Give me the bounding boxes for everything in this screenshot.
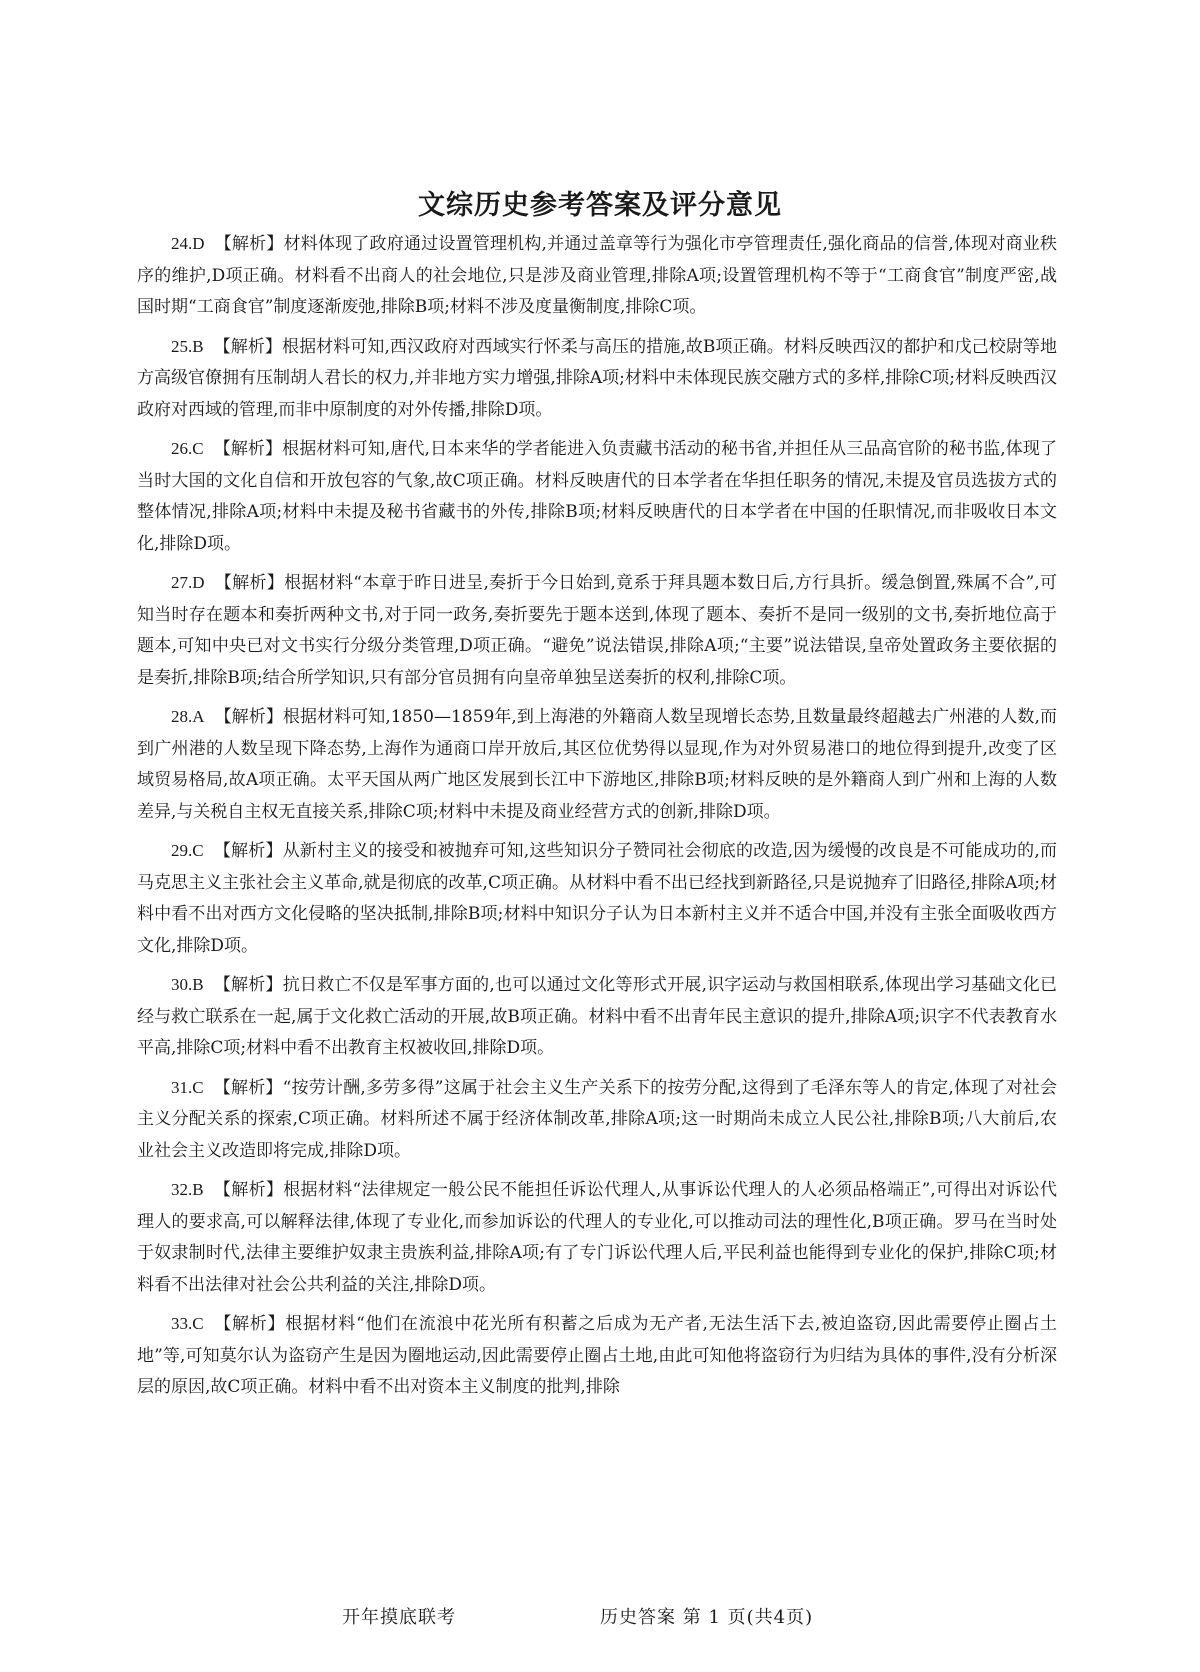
answer-explanation: 【解析】材料体现了政府通过设置管理机构,并通过盖章等行为强化市亭管理责任,强化商品的信誉,体现对商业秩序的维护,D项正确。材料看不出商人的社会地位,只是涉及商业管理,排除A项;设置管理机构不等于“工商食官”制度严密,战国时期“工商食官”制度逐渐废弛,排除B项;材料不涉及度量衡制度,排除C项。 bbox=[137, 234, 1057, 317]
answer-letter: C bbox=[192, 1314, 204, 1333]
question-number: 29. bbox=[171, 841, 193, 860]
answer-letter: B bbox=[192, 975, 204, 994]
question-number: 30. bbox=[171, 975, 193, 994]
footer-exam-name: 开年摸底联考 bbox=[342, 1607, 456, 1628]
answer-letter: B bbox=[192, 1180, 204, 1199]
answer-list bbox=[137, 228, 1057, 1411]
question-number: 24. bbox=[171, 234, 193, 253]
answer-explanation: 【解析】根据材料“本章于昨日进呈,奏折于今日始到,竟系于拜具题本数日后,方行具折。缓急倒置,殊属不合”,可知当时存在题本和奏折两种文书,对于同一政务,奏折要先于题本送到,体现了题本、奏折不是同一级别的文书,奏折地位高于题本,可知中央已对文书实行分级分类管理,D项正确。“避免”说法错误,排除A项;“主要”说法错误,皇帝处置政务主要依据的是奏折,排除B项;结合所学知识,只有部分官员拥有向皇帝单独呈送奏折的权利,排除C项。 bbox=[137, 573, 1057, 688]
answer-item-29 bbox=[137, 835, 1057, 962]
answer-item-24 bbox=[137, 228, 1057, 324]
answer-explanation: 【解析】“按劳计酬,多劳多得”这属于社会主义生产关系下的按劳分配,这得到了毛泽东等人的肯定,体现了对社会主义分配关系的探索,C项正确。材料所述不属于经济体制改革,排除A项;这一时期尚未成立人民公社,排除B项;八大前后,农业社会主义改造即将完成,排除D项。 bbox=[137, 1077, 1057, 1161]
answer-letter: B bbox=[192, 336, 204, 356]
answer-explanation: 【解析】根据材料“他们在流浪中花光所有积蓄之后成为无产者,无法生活下去,被迫盗窃,因此需要停止圈占土地”等,可知莫尔认为盗窃产生是因为圈地运动,因此需要停止圈占土地,由此可知他将盗窃行为归结为具体的事件,没有分析深层的原因,故C项正确。材料中看不出对资本主义制度的批判,排除 bbox=[137, 1314, 1057, 1397]
question-number: 33. bbox=[171, 1314, 193, 1333]
answer-letter: C bbox=[192, 1077, 204, 1097]
answer-explanation: 【解析】根据材料“法律规定一般公民不能担任诉讼代理人,从事诉讼代理人的人必须品格端正”,可得出对诉讼代理人的要求高,可以解释法律,体现了专业化,而参加诉讼的代理人的专业化,可以推动司法的理性化,B项正确。罗马在当时处于奴隶制时代,法律主要维护奴隶主贵族利益,排除A项;有了专门诉讼代理人后,平民利益也能得到专业化的保护,排除C项;材料看不出法律对社会公共利益的关注,排除D项。 bbox=[137, 1180, 1057, 1295]
answer-explanation: 【解析】抗日救亡不仅是军事方面的,也可以通过文化等形式开展,识字运动与救国相联系,体现出学习基础文化已经与救亡联系在一起,属于文化救亡活动的开展,故B项正确。材料中看不出青年民主意识的提升,排除A项;识字不代表教育水平高,排除C项;材料中看不出教育主权被收回,排除D项。 bbox=[137, 975, 1057, 1058]
answer-explanation: 【解析】根据材料可知,1850—1859年,到上海港的外籍商人数呈现增长态势,且数量最终超越去广州港的人数,而到广州港的人数呈现下降态势,上海作为通商口岸开放后,其区位优势得以显现,作为对外贸易港口的地位得到提升,改变了区域贸易格局,故A项正确。太平天国从两广地区发展到长江中下游地区,排除B项;材料反映的是外籍商人到广州和上海的人数差异,与关税自主权无直接关系,排除C项;材料中未提及商业经营方式的创新,排除D项。 bbox=[137, 707, 1057, 822]
question-number: 27. bbox=[171, 573, 193, 592]
answer-item-33 bbox=[137, 1308, 1057, 1404]
answer-item-30 bbox=[137, 969, 1057, 1065]
answer-letter: D bbox=[192, 234, 205, 253]
page-title: 文综历史参考答案及评分意见 bbox=[418, 190, 782, 221]
answer-item-28 bbox=[137, 701, 1057, 828]
answer-item-31 bbox=[137, 1072, 1057, 1168]
answer-explanation: 【解析】从新村主义的接受和被抛弃可知,这些知识分子赞同社会彻底的改造,因为缓慢的改良是不可能成功的,而马克思主义主张社会主义革命,就是彻底的改革,C项正确。从材料中看不出已经找到新路径,只是说抛弃了旧路径,排除A项;材料中看不出对西方文化侵略的坚决抵制,排除B项;材料中知识分子认为日本新村主义并不适合中国,并没有主张全面吸收西方文化,排除D项。 bbox=[137, 841, 1057, 956]
answer-letter: C bbox=[192, 439, 204, 458]
answer-item-27 bbox=[137, 567, 1057, 694]
answer-explanation: 【解析】根据材料可知,唐代,日本来华的学者能进入负责藏书活动的秘书省,并担任从三品高官阶的秘书监,体现了当时大国的文化自信和开放包容的气象,故C项正确。材料反映唐代的日本学者在华担任职务的情况,未提及官员选拔方式的整体情况,排除A项;材料中未提及秘书省藏书的外传,排除B项;材料反映唐代的日本学者在中国的任职情况,而非吸收日本文化,排除D项。 bbox=[137, 439, 1058, 554]
question-number: 26. bbox=[171, 439, 193, 458]
answer-letter: D bbox=[192, 573, 205, 592]
answer-item-25 bbox=[137, 331, 1057, 427]
answer-letter: C bbox=[192, 841, 204, 860]
question-number: 28. bbox=[171, 707, 193, 726]
answer-item-26 bbox=[137, 433, 1057, 560]
answer-item-32 bbox=[137, 1174, 1057, 1301]
question-number: 32. bbox=[171, 1180, 193, 1199]
answer-explanation: 【解析】根据材料可知,西汉政府对西域实行怀柔与高压的措施,故B项正确。材料反映西汉的都护和戊己校尉等地方高级官僚拥有压制胡人君长的权力,并非地方实力增强,排除A项;材料中未体现民族交融方式的多样,排除C项;材料反映西汉政府对西域的管理,而非中原制度的对外传播,排除D项。 bbox=[137, 336, 1057, 420]
question-number: 25. bbox=[171, 336, 193, 356]
question-number: 31. bbox=[171, 1077, 193, 1097]
answer-letter: A bbox=[192, 707, 205, 726]
footer-page-info: 历史答案 第 1 页(共4页) bbox=[600, 1607, 814, 1628]
